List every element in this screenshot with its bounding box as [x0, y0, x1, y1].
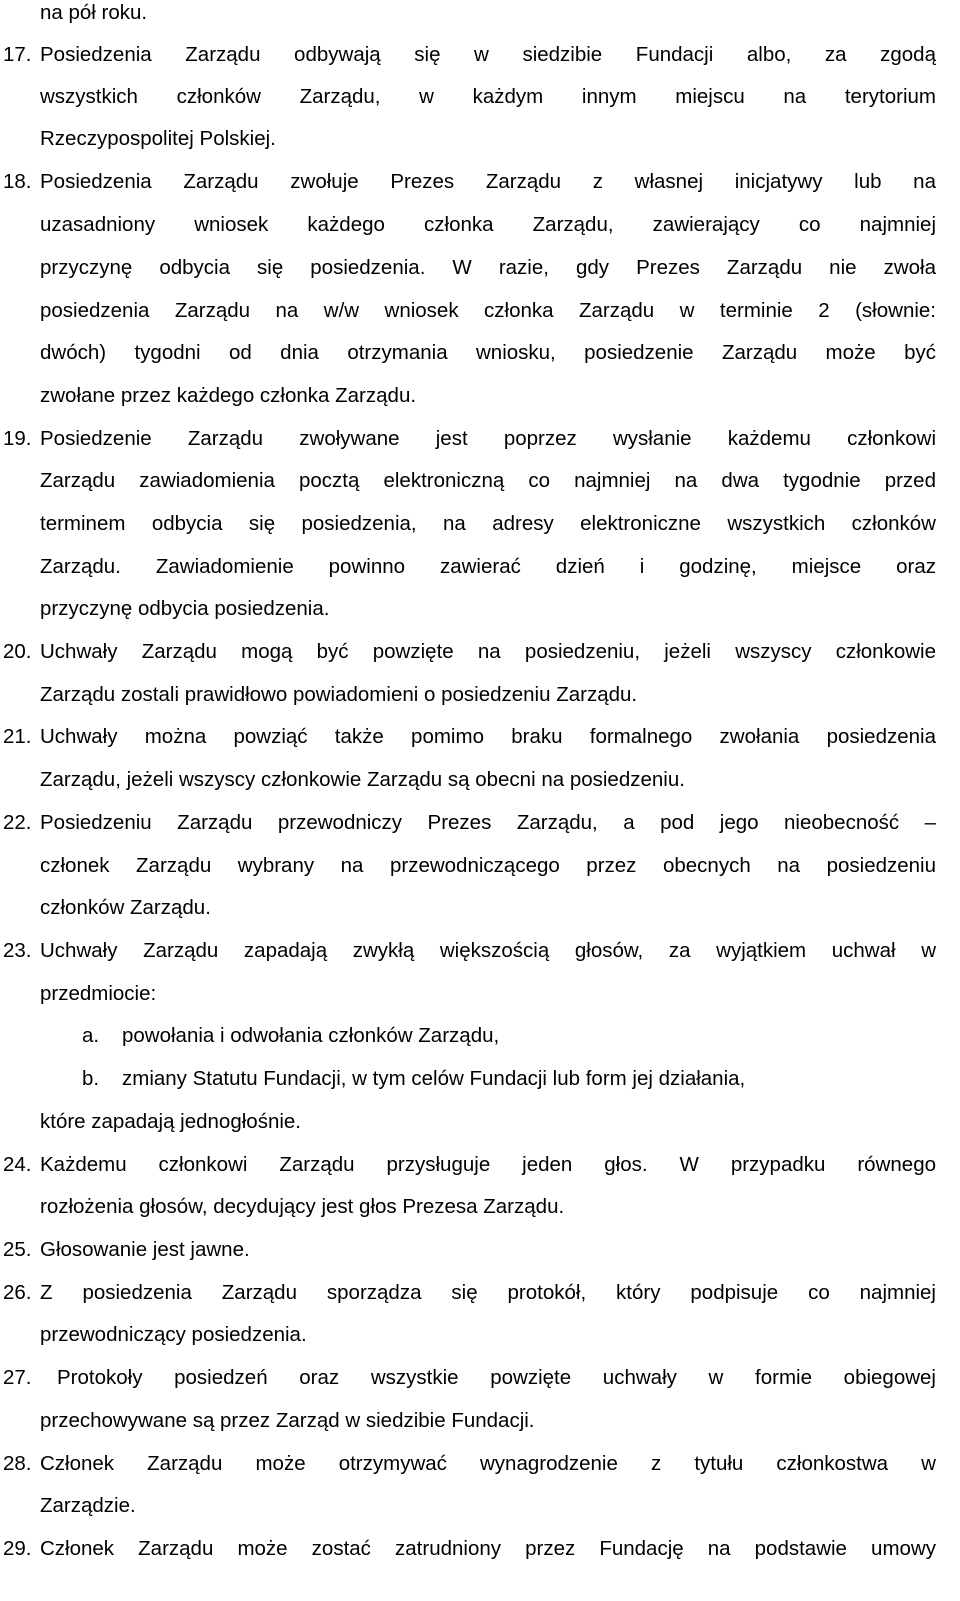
item-number: 20. [3, 640, 32, 663]
line-text: Posiedzenia Zarządu odbywają się w siedzibie Fundacji albo, za zgodą [40, 43, 936, 66]
line-text: uzasadniony wniosek każdego członka Zarządu, zawierający co najmniej [40, 213, 936, 236]
item-number: 23. [3, 939, 32, 962]
line-text: Protokoły posiedzeń oraz wszystkie powzięte uchwały w formie obiegowej [57, 1366, 936, 1389]
line-text: Zarządu zawiadomienia pocztą elektroniczną co najmniej na dwa tygodnie przed [40, 469, 936, 492]
line-text: Zarządu, jeżeli wszyscy członkowie Zarządu są obecni na posiedzeniu. [40, 768, 685, 791]
item-number: 27. [3, 1366, 32, 1389]
line-text: które zapadają jednogłośnie. [40, 1110, 301, 1133]
line-text: Posiedzenia Zarządu zwołuje Prezes Zarządu z własnej inicjatywy lub na [40, 170, 936, 193]
line-text: Rzeczypospolitej Polskiej. [40, 127, 276, 150]
item-number: 22. [3, 811, 32, 834]
item-number: 29. [3, 1537, 32, 1560]
item-number: 26. [3, 1281, 32, 1304]
line-text: Posiedzenie Zarządu zwoływane jest poprzez wysłanie każdemu członkowi [40, 427, 936, 450]
line-text: przewodniczący posiedzenia. [40, 1323, 307, 1346]
item-number: 25. [3, 1238, 32, 1261]
item-number: 24. [3, 1153, 32, 1176]
line-text: Uchwały Zarządu mogą być powzięte na posiedzeniu, jeżeli wszyscy członkowie [40, 640, 936, 663]
sub-item-letter: b. [82, 1067, 100, 1090]
line-text: Członek Zarządu może zostać zatrudniony przez Fundację na podstawie umowy [40, 1537, 936, 1560]
line-text: Uchwały Zarządu zapadają zwykłą większością głosów, za wyjątkiem uchwał w [40, 939, 936, 962]
line-text: zwołane przez każdego członka Zarządu. [40, 384, 417, 407]
line-text: przechowywane są przez Zarząd w siedzibie Fundacji. [40, 1409, 535, 1432]
line-text: powołania i odwołania członków Zarządu, [122, 1024, 500, 1047]
line-text: na pół roku. [40, 1, 148, 24]
item-number: 19. [3, 427, 32, 450]
line-text: członek Zarządu wybrany na przewodniczącego przez obecnych na posiedzeniu [40, 854, 936, 877]
sub-item-letter: a. [82, 1024, 100, 1047]
line-text: posiedzenia Zarządu na w/w wniosek członka Zarządu w terminie 2 (słownie: [40, 299, 936, 322]
line-text: Z posiedzenia Zarządu sporządza się protokół, który podpisuje co najmniej [40, 1281, 936, 1304]
line-text: przyczynę odbycia posiedzenia. [40, 597, 330, 620]
line-text: Głosowanie jest jawne. [40, 1238, 250, 1261]
line-text: przyczynę odbycia się posiedzenia. W razie, gdy Prezes Zarządu nie zwoła [40, 256, 936, 279]
line-text: Zarządu. Zawiadomienie powinno zawierać dzień i godzinę, miejsce oraz [40, 555, 936, 578]
line-text: Każdemu członkowi Zarządu przysługuje jeden głos. W przypadku równego [40, 1153, 936, 1176]
line-text: Zarządzie. [40, 1494, 136, 1517]
line-text: Członek Zarządu może otrzymywać wynagrodzenie z tytułu członkostwa w [40, 1452, 936, 1475]
line-text: rozłożenia głosów, decydujący jest głos Prezesa Zarządu. [40, 1195, 565, 1218]
line-text: Uchwały można powziąć także pomimo braku formalnego zwołania posiedzenia [40, 725, 936, 748]
line-text: dwóch) tygodni od dnia otrzymania wniosku, posiedzenie Zarządu może być [40, 341, 936, 364]
line-text: zmiany Statutu Fundacji, w tym celów Fundacji lub form jej działania, [122, 1067, 746, 1090]
item-number: 28. [3, 1452, 32, 1475]
line-text: Zarządu zostali prawidłowo powiadomieni o posiedzeniu Zarządu. [40, 683, 638, 706]
line-text: członków Zarządu. [40, 896, 211, 919]
item-number: 18. [3, 170, 32, 193]
line-text: wszystkich członków Zarządu, w każdym innym miejscu na terytorium [40, 85, 936, 108]
item-number: 17. [3, 43, 32, 66]
line-text: Posiedzeniu Zarządu przewodniczy Prezes Zarządu, a pod jego nieobecność – [40, 811, 936, 834]
item-number: 21. [3, 725, 32, 748]
line-text: przedmiocie: [40, 982, 157, 1005]
line-text: terminem odbycia się posiedzenia, na adresy elektroniczne wszystkich członków [40, 512, 936, 535]
